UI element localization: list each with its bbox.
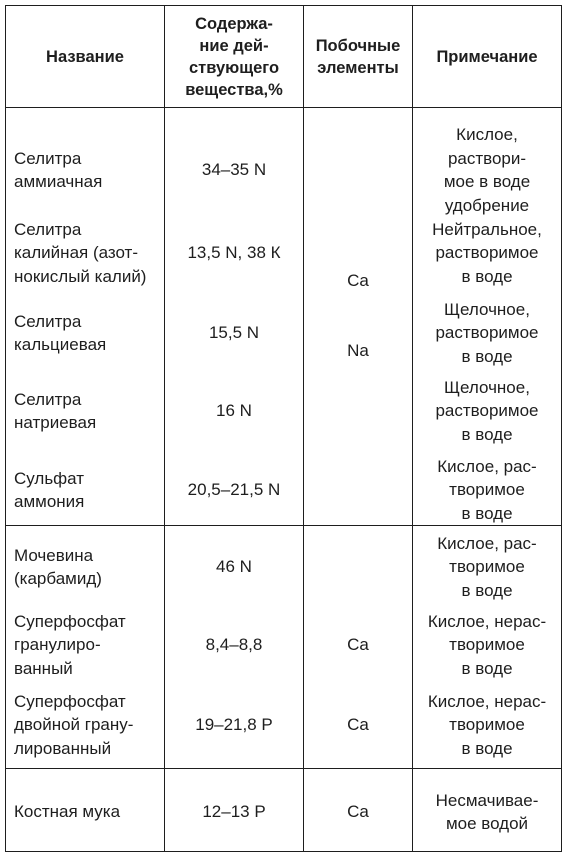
row-1-note-line: Нейтральное, xyxy=(432,219,542,239)
row-5-content: 46 N xyxy=(216,557,252,577)
row-7-name-line: двойной грану- xyxy=(14,715,134,735)
table-vertical-rule-1 xyxy=(164,5,165,852)
row-7-note-line: в воде xyxy=(461,738,513,758)
row-8-side: Ca xyxy=(347,802,369,822)
table-horizontal-rule-1 xyxy=(5,107,562,108)
row-3-content: 16 N xyxy=(216,401,252,421)
table-vertical-rule-2 xyxy=(303,5,304,852)
row-1-name-line: калийная (азот- xyxy=(14,243,139,263)
table-vertical-rule-4 xyxy=(561,5,562,852)
row-0-note-line: раствори- xyxy=(447,148,527,168)
row-5-note-line: Кислое, рас- xyxy=(437,533,537,553)
row-8-name xyxy=(14,767,163,857)
header-note xyxy=(414,6,560,107)
row-5-note-line: творимое xyxy=(449,557,525,577)
row-6-name xyxy=(14,600,163,690)
row-1-note xyxy=(414,208,560,298)
row-8-note-line: мое водой xyxy=(445,814,529,833)
row-0-content: 34–35 N xyxy=(201,160,267,180)
row-8-name-line: Костная мука xyxy=(14,802,121,822)
group1-side-element: Ca xyxy=(347,271,369,291)
row-3-note-line: Щелочное, xyxy=(444,377,530,397)
row-3-name xyxy=(14,366,163,456)
row-5-name-line: (карбамид) xyxy=(14,569,102,588)
header-name-line: Название xyxy=(46,47,124,66)
row-5-name xyxy=(14,522,163,612)
row-3-name-line: натриевая xyxy=(14,413,97,432)
row-1-note-line: растворимое xyxy=(435,243,539,263)
row-2-note-line: в воде xyxy=(461,346,513,366)
header-content-line: ние дей- xyxy=(199,36,269,55)
row-2-name-line: Селитра xyxy=(14,311,82,331)
row-4-name-line: Сульфат xyxy=(14,468,85,488)
header-name xyxy=(7,6,163,107)
row-6-name-line: гранулиро- xyxy=(14,635,101,655)
row-2-name xyxy=(14,288,163,378)
header-content xyxy=(166,6,302,107)
row-4-note-line: Кислое, рас- xyxy=(437,456,537,476)
row-1-name-line: нокислый калий) xyxy=(14,266,147,286)
row-4-content: 20,5–21,5 N xyxy=(187,480,281,500)
row-0-note xyxy=(414,125,560,215)
row-0-note-line: Кислое, xyxy=(456,125,518,144)
row-0-name xyxy=(14,125,163,215)
header-side-line: Побочные xyxy=(315,36,401,55)
row-1-name-line: Селитра xyxy=(14,219,82,239)
row-4-note-line: в воде xyxy=(461,503,513,523)
row-7-side: Ca xyxy=(347,715,369,735)
row-1-note-line: в воде xyxy=(461,266,513,286)
header-side-line: элементы xyxy=(317,58,399,77)
row-8-content: 12–13 Р xyxy=(202,802,266,822)
row-5-note xyxy=(414,522,560,612)
row-4-note-line: творимое xyxy=(449,480,525,500)
row-6-note-line: Кислое, нерас- xyxy=(427,611,547,631)
row-7-name-line: Суперфосфат xyxy=(14,691,126,711)
row-5-note-line: в воде xyxy=(461,580,513,600)
row-8-note-line: Несмачивае- xyxy=(435,790,539,810)
row-6-side: Ca xyxy=(347,635,369,655)
group1-side-element: Na xyxy=(347,341,369,361)
row-2-note-line: Щелочное, xyxy=(444,299,530,319)
header-side xyxy=(305,6,411,107)
row-7-note-line: Кислое, нерас- xyxy=(427,691,547,711)
header-note-line: Примечание xyxy=(436,47,538,66)
row-7-note xyxy=(414,680,560,770)
row-6-content: 8,4–8,8 xyxy=(205,635,263,655)
row-0-note-line: мое в воде xyxy=(443,172,531,191)
row-6-note-line: в воде xyxy=(461,658,513,678)
header-content-line: Содержа- xyxy=(195,14,273,33)
row-8-note xyxy=(414,767,560,857)
row-7-note-line: творимое xyxy=(449,715,525,735)
row-6-name-line: Суперфосфат xyxy=(14,611,126,631)
row-3-note-line: в воде xyxy=(461,424,513,444)
row-1-name xyxy=(14,208,163,298)
row-0-name-line: Селитра xyxy=(14,148,82,168)
row-2-note xyxy=(414,288,560,378)
row-3-note-line: растворимое xyxy=(435,401,539,421)
row-5-side xyxy=(305,522,411,612)
row-3-name-line: Селитра xyxy=(14,389,82,409)
row-6-note-line: творимое xyxy=(449,635,525,655)
row-0-note-line: удобрение xyxy=(444,195,530,215)
row-5-name-line: Мочевина xyxy=(14,545,94,565)
table-vertical-rule-3 xyxy=(412,5,413,852)
row-7-name xyxy=(14,680,163,770)
row-7-content: 19–21,8 Р xyxy=(195,715,273,735)
row-2-content: 15,5 N xyxy=(208,323,260,343)
row-1-content: 13,5 N, 38 К xyxy=(187,243,281,263)
row-2-note-line: растворимое xyxy=(435,323,539,343)
row-7-name-line: лированный xyxy=(14,738,112,758)
row-0-name-line: аммиачная xyxy=(14,172,103,191)
header-content-line: ствующего xyxy=(188,58,280,77)
row-6-name-line: ванный xyxy=(14,658,73,678)
row-3-note xyxy=(414,366,560,456)
row-6-note xyxy=(414,600,560,690)
row-2-name-line: кальциевая xyxy=(14,335,107,354)
table-vertical-rule-0 xyxy=(5,5,6,852)
row-4-name-line: аммония xyxy=(14,492,85,511)
header-content-line: вещества,% xyxy=(185,80,283,99)
